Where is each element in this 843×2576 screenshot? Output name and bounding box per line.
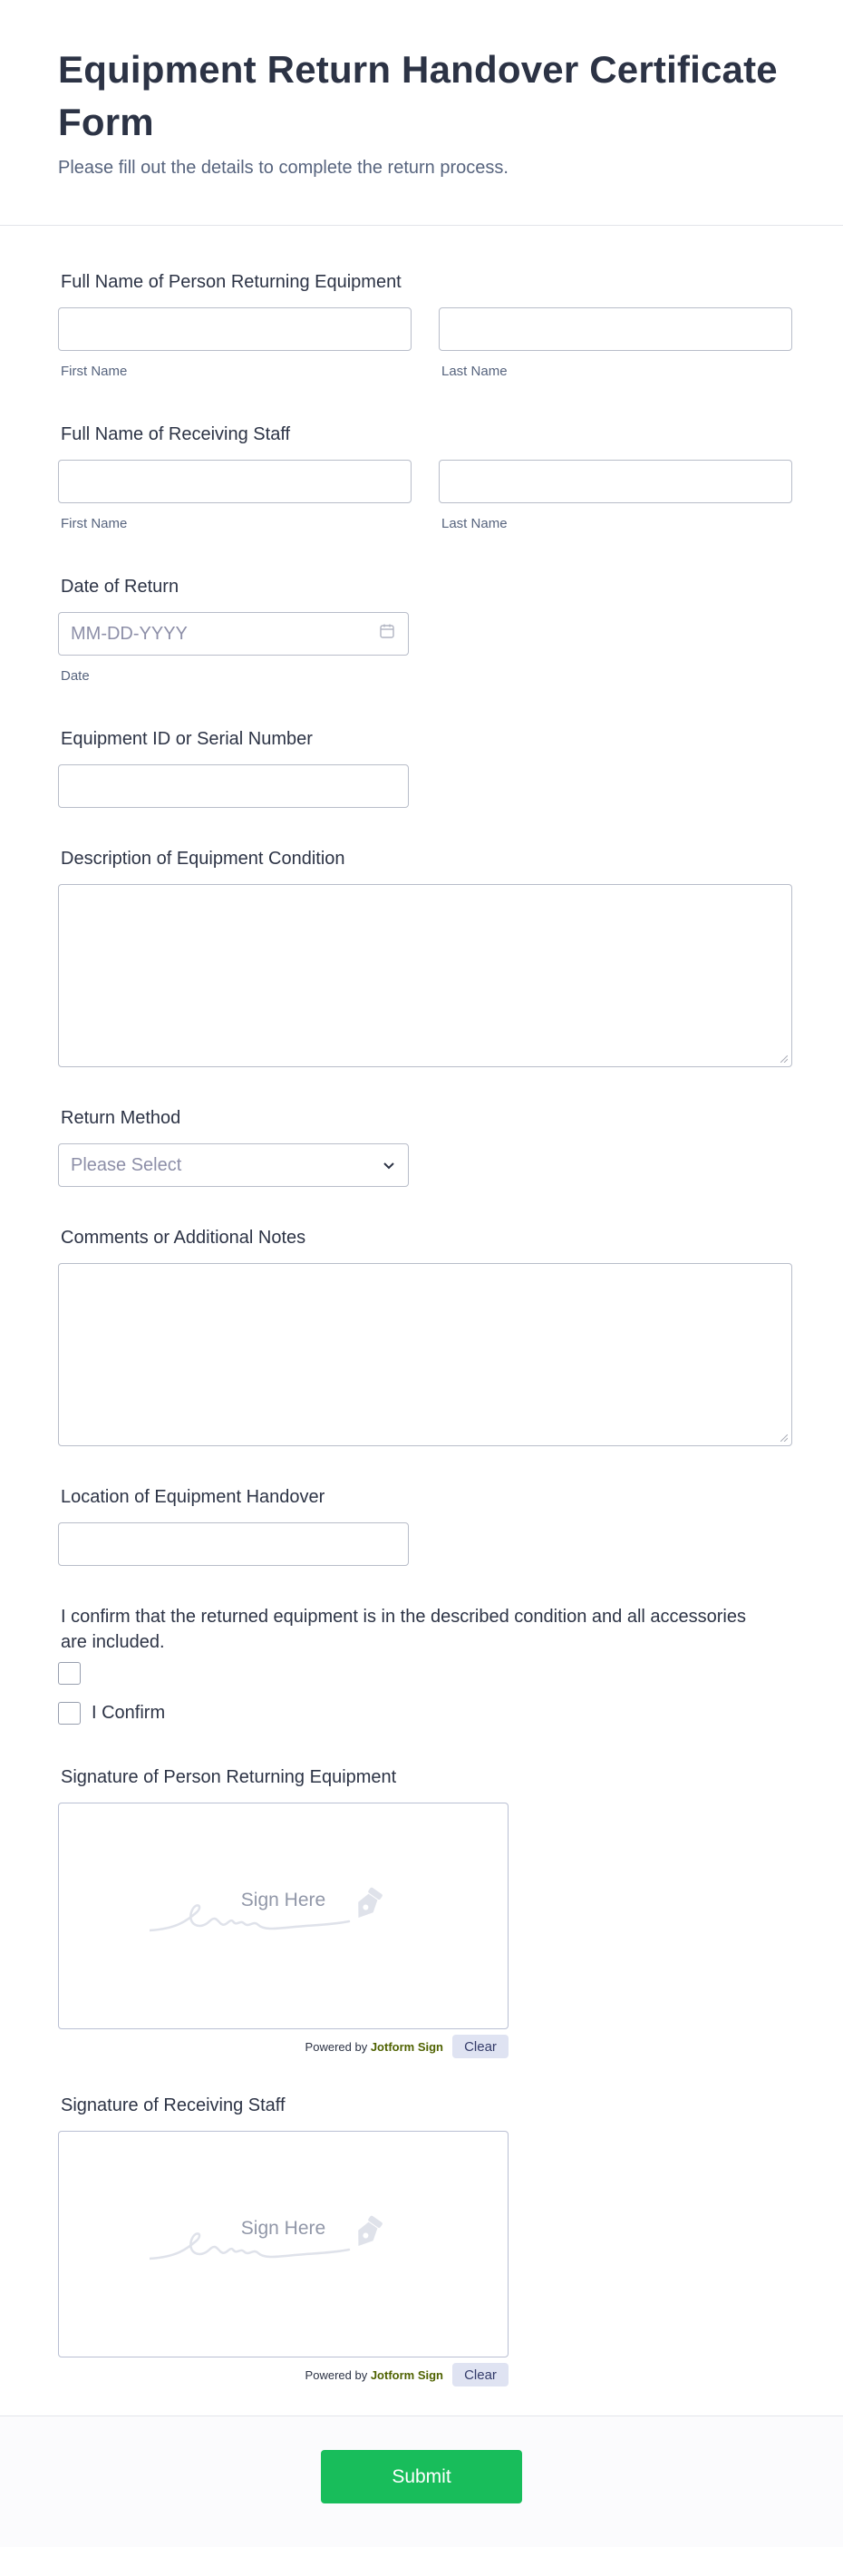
condition-textarea[interactable] xyxy=(58,884,792,1067)
signature-returner-clear-button[interactable]: Clear xyxy=(452,2035,509,2058)
return-method-label: Return Method xyxy=(61,1108,181,1128)
signature-returner-placeholder: Sign Here xyxy=(240,1890,326,1910)
return-method-placeholder: Please Select xyxy=(71,1154,182,1175)
location-input[interactable] xyxy=(58,1522,409,1566)
form-body xyxy=(0,226,843,2386)
returner-first-name-input[interactable] xyxy=(58,307,412,351)
receiver-name-label: Full Name of Receiving Staff xyxy=(61,424,291,444)
form-footer xyxy=(0,2416,843,2547)
returner-first-name-sublabel: First Name xyxy=(61,364,128,379)
signature-returner-pad[interactable] xyxy=(58,1803,509,2029)
receiver-first-name-sublabel: First Name xyxy=(61,516,128,531)
receiver-name-field xyxy=(58,422,793,532)
signature-pen-icon xyxy=(150,2213,412,2268)
returner-last-name-input[interactable] xyxy=(439,307,792,351)
receiver-first-name-input[interactable] xyxy=(58,460,412,503)
equipment-id-field xyxy=(58,726,793,808)
comments-label: Comments or Additional Notes xyxy=(61,1228,306,1248)
powered-by-text: Powered by Jotform Sign xyxy=(305,2367,443,2382)
signature-returner-footer xyxy=(58,2035,509,2058)
equipment-id-input[interactable] xyxy=(58,764,409,808)
confirm-label: I confirm that the returned equipment is in the described condition and all accessories are included. xyxy=(61,1607,746,1652)
condition-field xyxy=(58,846,793,1067)
receiver-last-name-input[interactable] xyxy=(439,460,792,503)
submit-button[interactable]: Submit xyxy=(321,2450,522,2503)
confirm-field xyxy=(58,1604,793,1725)
signature-receiver-pad[interactable] xyxy=(58,2131,509,2357)
resize-handle-icon[interactable] xyxy=(780,1434,788,1442)
confirm-checkbox-blank[interactable] xyxy=(58,1662,81,1685)
returner-name-field xyxy=(58,269,793,380)
receiver-last-name-sublabel: Last Name xyxy=(441,516,508,531)
signature-receiver-placeholder: Sign Here xyxy=(240,2218,326,2239)
return-date-field xyxy=(58,574,793,685)
signature-receiver-clear-button[interactable]: Clear xyxy=(452,2363,509,2386)
return-date-label: Date of Return xyxy=(61,577,179,597)
confirm-checkbox[interactable] xyxy=(58,1702,81,1725)
signature-receiver-label: Signature of Receiving Staff xyxy=(61,2095,286,2115)
return-date-sublabel: Date xyxy=(61,668,90,684)
form-subtitle: Please fill out the details to complete the return process. xyxy=(58,158,509,178)
equipment-id-label: Equipment ID or Serial Number xyxy=(61,729,313,749)
comments-field xyxy=(58,1225,793,1446)
confirm-option-label: I Confirm xyxy=(92,1703,166,1723)
calendar-icon[interactable] xyxy=(379,623,395,645)
location-field xyxy=(58,1484,793,1566)
return-method-field xyxy=(58,1105,793,1187)
form-title: Equipment Return Handover Certificate Form xyxy=(58,48,778,143)
chevron-down-icon xyxy=(383,1155,395,1176)
jotform-sign-brand: Jotform Sign xyxy=(370,2039,443,2054)
signature-pen-icon xyxy=(150,1885,412,1939)
form-header xyxy=(0,0,843,225)
comments-textarea[interactable] xyxy=(58,1263,792,1446)
resize-handle-icon[interactable] xyxy=(780,1055,788,1063)
returner-last-name-sublabel: Last Name xyxy=(441,364,508,379)
return-method-select[interactable] xyxy=(58,1143,409,1187)
powered-by-text: Powered by Jotform Sign xyxy=(305,2039,443,2054)
signature-receiver-field xyxy=(58,2093,793,2386)
signature-returner-label: Signature of Person Returning Equipment xyxy=(61,1767,397,1787)
jotform-sign-brand: Jotform Sign xyxy=(370,2367,443,2382)
signature-receiver-footer xyxy=(58,2363,509,2386)
return-date-placeholder: MM-DD-YYYY xyxy=(71,623,188,644)
location-label: Location of Equipment Handover xyxy=(61,1487,325,1507)
return-date-input[interactable] xyxy=(58,612,409,656)
signature-returner-field xyxy=(58,1764,793,2058)
returner-name-label: Full Name of Person Returning Equipment xyxy=(61,272,402,292)
condition-label: Description of Equipment Condition xyxy=(61,849,345,869)
